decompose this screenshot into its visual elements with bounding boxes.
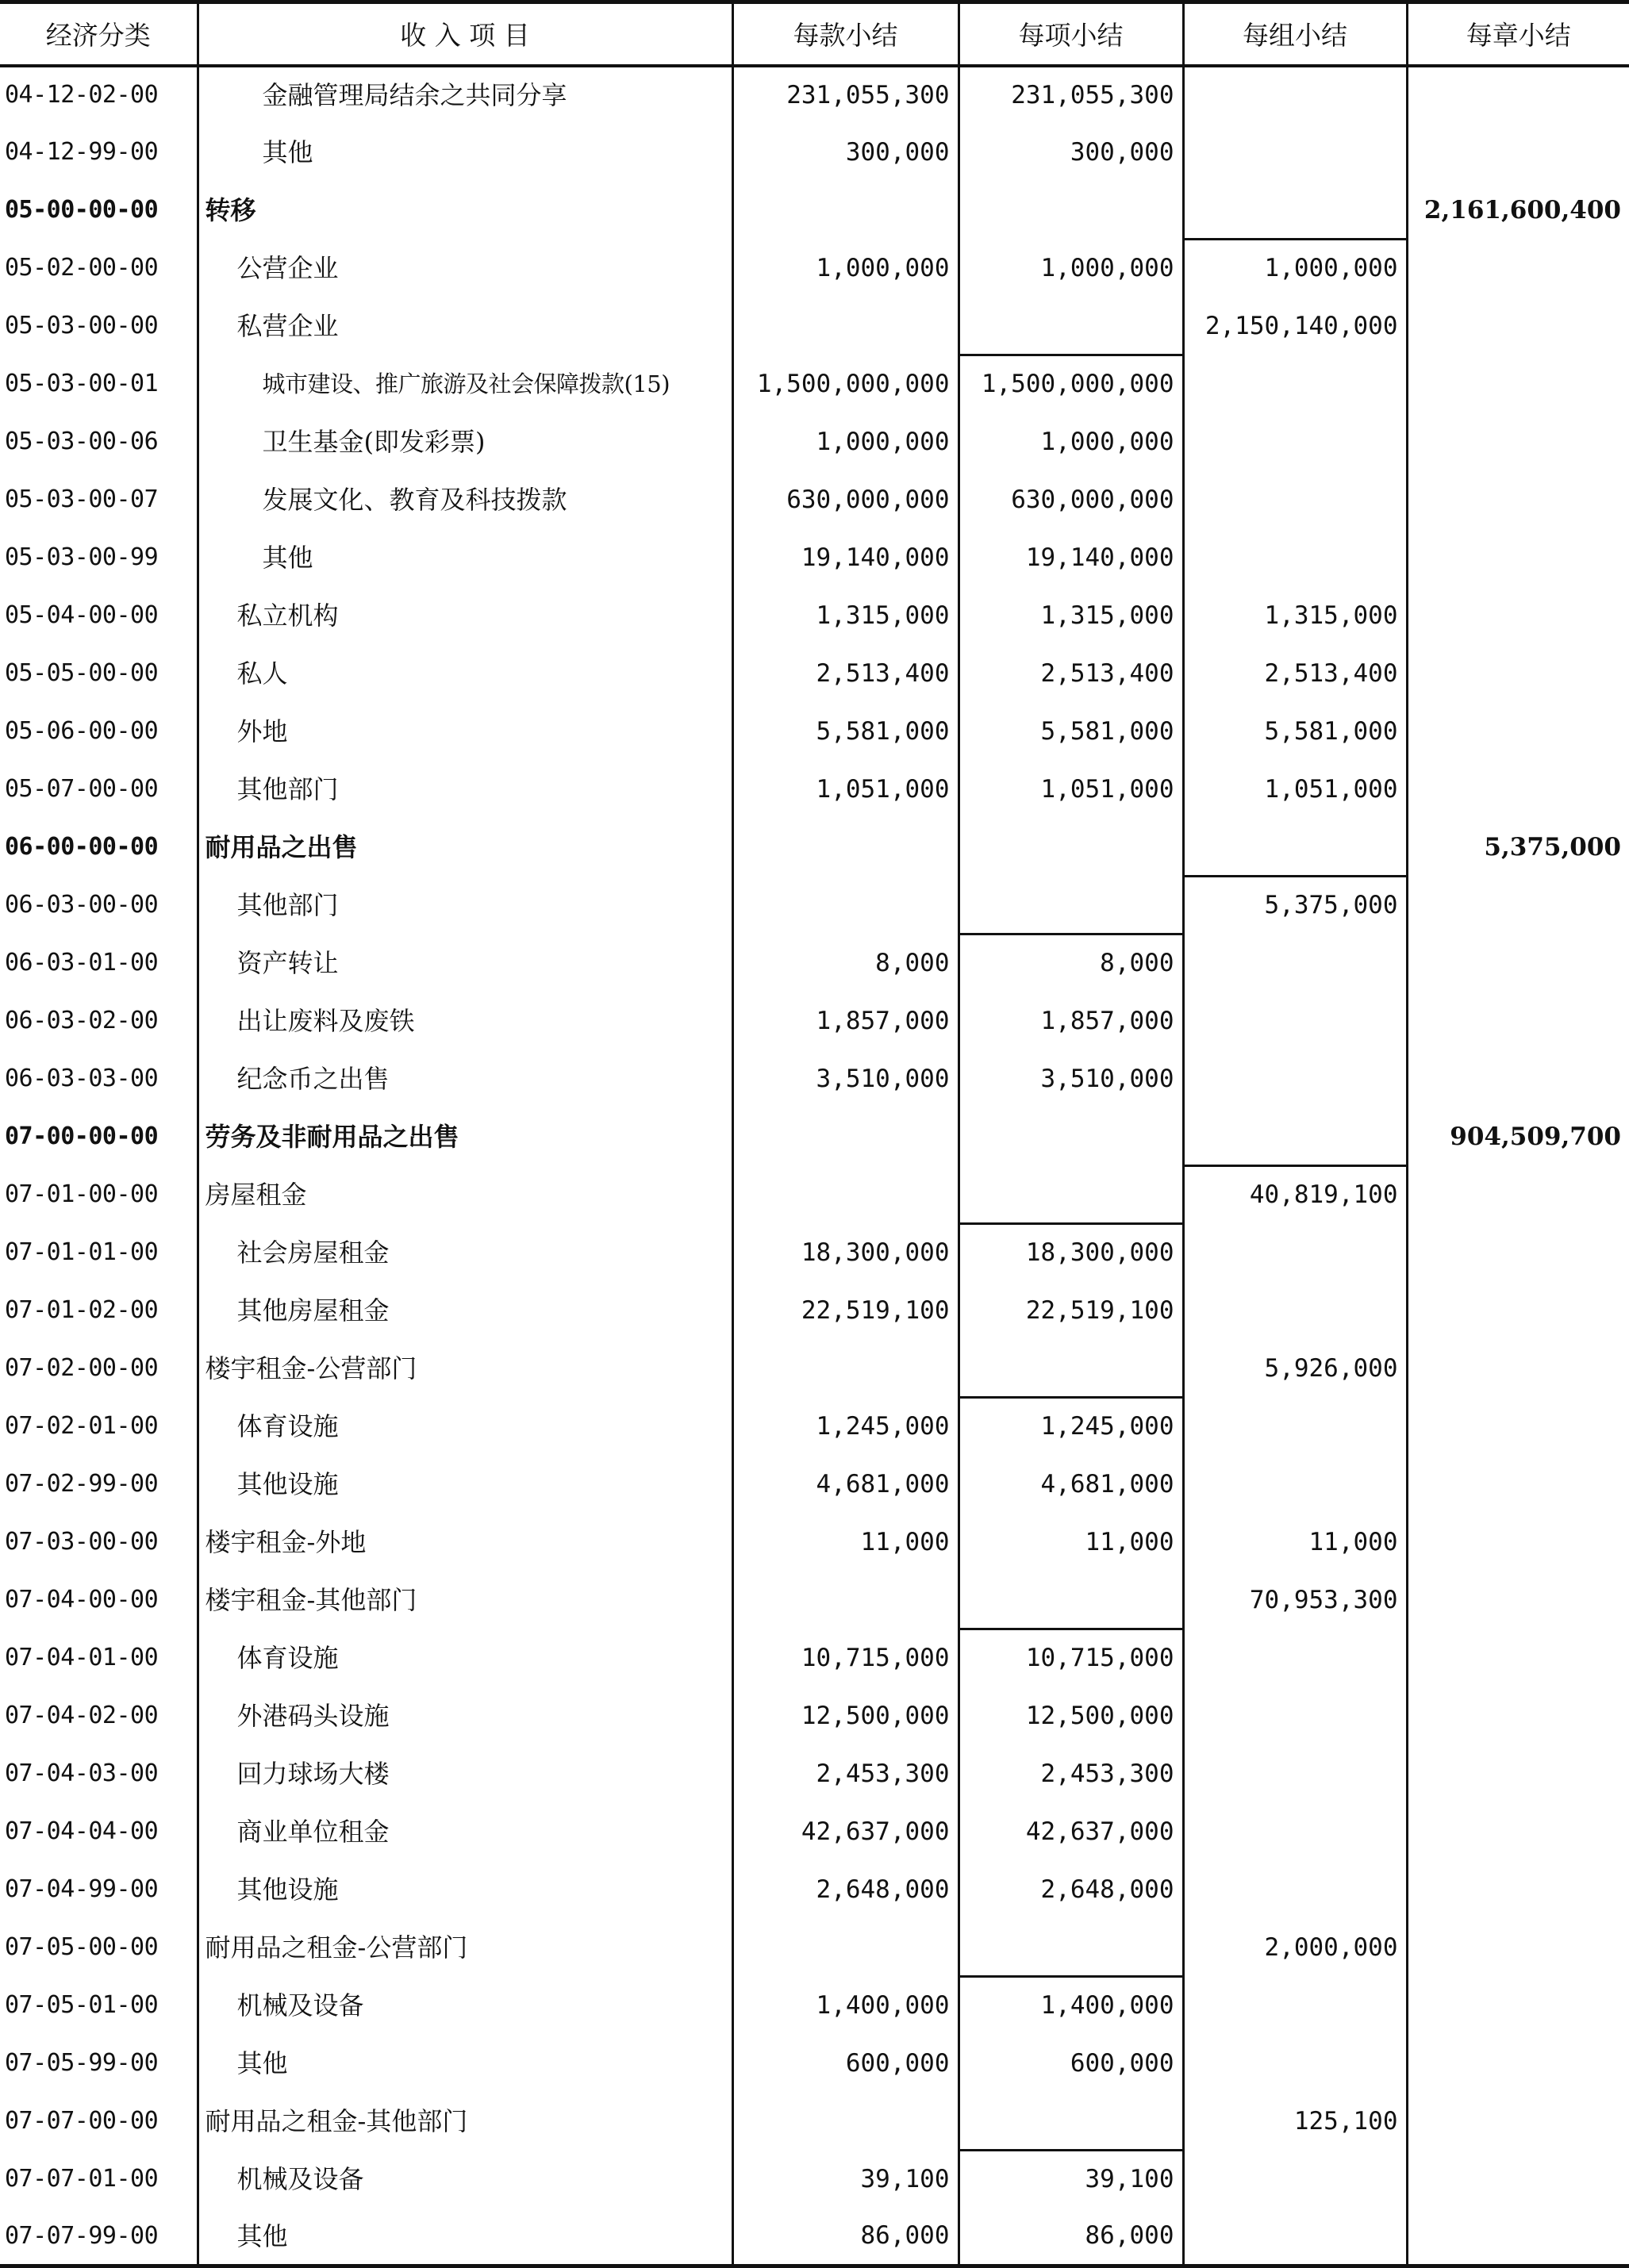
zu-subtotal bbox=[1183, 471, 1407, 529]
kuan-subtotal bbox=[732, 1108, 959, 1166]
table-row bbox=[0, 1861, 1629, 1919]
table-row bbox=[0, 66, 1629, 124]
header-economic-class: 经济分类 bbox=[0, 2, 198, 66]
kuan-subtotal: 300,000 bbox=[732, 124, 959, 182]
economic-class-code: 06-03-00-00 bbox=[0, 877, 198, 934]
xiang-subtotal: 1,000,000 bbox=[959, 413, 1183, 471]
revenue-item-name: 卫生基金(即发彩票) bbox=[198, 413, 732, 471]
revenue-item-name: 耐用品之租金-其他部门 bbox=[198, 2093, 732, 2151]
economic-class-code: 06-03-01-00 bbox=[0, 934, 198, 992]
revenue-item-name: 私营企业 bbox=[198, 297, 732, 355]
zhang-subtotal bbox=[1407, 1166, 1629, 1224]
xiang-subtotal bbox=[959, 1108, 1183, 1166]
revenue-item-name: 其他部门 bbox=[198, 877, 732, 934]
kuan-subtotal: 22,519,100 bbox=[732, 1282, 959, 1340]
revenue-item-name: 回力球场大楼 bbox=[198, 1745, 732, 1803]
economic-class-code: 07-07-01-00 bbox=[0, 2151, 198, 2209]
revenue-item-name: 商业单位租金 bbox=[198, 1803, 732, 1861]
xiang-subtotal: 630,000,000 bbox=[959, 471, 1183, 529]
zhang-subtotal bbox=[1407, 240, 1629, 297]
table-row bbox=[0, 1803, 1629, 1861]
economic-class-code: 07-04-03-00 bbox=[0, 1745, 198, 1803]
economic-class-code: 06-00-00-00 bbox=[0, 819, 198, 877]
table-row bbox=[0, 1977, 1629, 2035]
zu-subtotal: 1,315,000 bbox=[1183, 587, 1407, 645]
table-row bbox=[0, 413, 1629, 471]
revenue-item-name: 楼宇租金-外地 bbox=[198, 1514, 732, 1571]
zhang-subtotal bbox=[1407, 1803, 1629, 1861]
revenue-item-name: 外港码头设施 bbox=[198, 1687, 732, 1745]
zu-subtotal bbox=[1183, 1745, 1407, 1803]
kuan-subtotal bbox=[732, 1166, 959, 1224]
revenue-item-name: 房屋租金 bbox=[198, 1166, 732, 1224]
header-revenue-item: 收 入 项 目 bbox=[198, 2, 732, 66]
zu-subtotal bbox=[1183, 1861, 1407, 1919]
kuan-subtotal: 4,681,000 bbox=[732, 1456, 959, 1514]
xiang-subtotal: 4,681,000 bbox=[959, 1456, 1183, 1514]
economic-class-code: 05-04-00-00 bbox=[0, 587, 198, 645]
kuan-subtotal: 1,315,000 bbox=[732, 587, 959, 645]
zu-subtotal bbox=[1183, 1456, 1407, 1514]
kuan-subtotal: 1,400,000 bbox=[732, 1977, 959, 2035]
kuan-subtotal: 8,000 bbox=[732, 934, 959, 992]
kuan-subtotal: 19,140,000 bbox=[732, 529, 959, 587]
zhang-subtotal bbox=[1407, 761, 1629, 819]
table-row bbox=[0, 1398, 1629, 1456]
xiang-subtotal: 19,140,000 bbox=[959, 529, 1183, 587]
kuan-subtotal: 1,857,000 bbox=[732, 992, 959, 1050]
xiang-subtotal: 231,055,300 bbox=[959, 66, 1183, 124]
kuan-subtotal bbox=[732, 182, 959, 240]
table-row bbox=[0, 2093, 1629, 2151]
zu-subtotal: 11,000 bbox=[1183, 1514, 1407, 1571]
xiang-subtotal: 2,513,400 bbox=[959, 645, 1183, 703]
table-row bbox=[0, 1456, 1629, 1514]
kuan-subtotal bbox=[732, 1919, 959, 1977]
xiang-subtotal: 10,715,000 bbox=[959, 1629, 1183, 1687]
xiang-subtotal bbox=[959, 1166, 1183, 1224]
economic-class-code: 07-04-04-00 bbox=[0, 1803, 198, 1861]
kuan-subtotal bbox=[732, 877, 959, 934]
kuan-subtotal: 2,513,400 bbox=[732, 645, 959, 703]
xiang-subtotal bbox=[959, 877, 1183, 934]
xiang-subtotal bbox=[959, 2093, 1183, 2151]
revenue-item-name: 楼宇租金-其他部门 bbox=[198, 1571, 732, 1629]
zhang-subtotal bbox=[1407, 1398, 1629, 1456]
zu-subtotal bbox=[1183, 819, 1407, 877]
revenue-item-name: 体育设施 bbox=[198, 1398, 732, 1456]
header-zu-subtotal: 每组小结 bbox=[1183, 2, 1407, 66]
zhang-subtotal bbox=[1407, 1861, 1629, 1919]
zu-subtotal: 2,000,000 bbox=[1183, 1919, 1407, 1977]
economic-class-code: 07-02-01-00 bbox=[0, 1398, 198, 1456]
revenue-item-name: 楼宇租金-公营部门 bbox=[198, 1340, 732, 1398]
xiang-subtotal: 1,245,000 bbox=[959, 1398, 1183, 1456]
xiang-subtotal: 3,510,000 bbox=[959, 1050, 1183, 1108]
zhang-subtotal bbox=[1407, 471, 1629, 529]
kuan-subtotal: 1,245,000 bbox=[732, 1398, 959, 1456]
zu-subtotal: 5,581,000 bbox=[1183, 703, 1407, 761]
zu-subtotal: 5,926,000 bbox=[1183, 1340, 1407, 1398]
economic-class-code: 07-04-01-00 bbox=[0, 1629, 198, 1687]
xiang-subtotal: 1,500,000,000 bbox=[959, 355, 1183, 413]
zu-subtotal bbox=[1183, 1224, 1407, 1282]
zhang-subtotal bbox=[1407, 66, 1629, 124]
xiang-subtotal: 2,648,000 bbox=[959, 1861, 1183, 1919]
economic-class-code: 05-02-00-00 bbox=[0, 240, 198, 297]
zu-subtotal bbox=[1183, 1108, 1407, 1166]
kuan-subtotal: 42,637,000 bbox=[732, 1803, 959, 1861]
table-row bbox=[0, 1687, 1629, 1745]
header-xiang-subtotal: 每项小结 bbox=[959, 2, 1183, 66]
table-header-row bbox=[0, 2, 1629, 66]
xiang-subtotal: 1,000,000 bbox=[959, 240, 1183, 297]
xiang-subtotal: 300,000 bbox=[959, 124, 1183, 182]
kuan-subtotal bbox=[732, 1571, 959, 1629]
table-row bbox=[0, 2151, 1629, 2209]
revenue-item-name: 其他设施 bbox=[198, 1456, 732, 1514]
revenue-item-name: 私立机构 bbox=[198, 587, 732, 645]
zhang-subtotal bbox=[1407, 529, 1629, 587]
table-row bbox=[0, 1050, 1629, 1108]
economic-class-code: 07-07-99-00 bbox=[0, 2209, 198, 2266]
economic-class-code: 07-02-99-00 bbox=[0, 1456, 198, 1514]
xiang-subtotal: 18,300,000 bbox=[959, 1224, 1183, 1282]
xiang-subtotal: 1,051,000 bbox=[959, 761, 1183, 819]
kuan-subtotal: 1,000,000 bbox=[732, 240, 959, 297]
zhang-subtotal bbox=[1407, 703, 1629, 761]
kuan-subtotal: 10,715,000 bbox=[732, 1629, 959, 1687]
economic-class-code: 07-07-00-00 bbox=[0, 2093, 198, 2151]
table-row bbox=[0, 1166, 1629, 1224]
table-row bbox=[0, 1571, 1629, 1629]
zu-subtotal bbox=[1183, 413, 1407, 471]
zu-subtotal bbox=[1183, 1687, 1407, 1745]
zhang-subtotal bbox=[1407, 124, 1629, 182]
zu-subtotal: 40,819,100 bbox=[1183, 1166, 1407, 1224]
table-row bbox=[0, 240, 1629, 297]
economic-class-code: 05-07-00-00 bbox=[0, 761, 198, 819]
economic-class-code: 07-04-02-00 bbox=[0, 1687, 198, 1745]
zu-subtotal bbox=[1183, 1050, 1407, 1108]
kuan-subtotal: 1,500,000,000 bbox=[732, 355, 959, 413]
revenue-item-name: 公营企业 bbox=[198, 240, 732, 297]
economic-class-code: 07-05-00-00 bbox=[0, 1919, 198, 1977]
zu-subtotal bbox=[1183, 1282, 1407, 1340]
xiang-subtotal: 5,581,000 bbox=[959, 703, 1183, 761]
zhang-subtotal bbox=[1407, 1571, 1629, 1629]
revenue-item-name: 体育设施 bbox=[198, 1629, 732, 1687]
economic-class-code: 04-12-02-00 bbox=[0, 66, 198, 124]
economic-class-code: 05-03-00-99 bbox=[0, 529, 198, 587]
kuan-subtotal bbox=[732, 2093, 959, 2151]
xiang-subtotal bbox=[959, 297, 1183, 355]
revenue-item-name: 机械及设备 bbox=[198, 2151, 732, 2209]
revenue-item-name: 资产转让 bbox=[198, 934, 732, 992]
xiang-subtotal bbox=[959, 1340, 1183, 1398]
zu-subtotal: 1,000,000 bbox=[1183, 240, 1407, 297]
xiang-subtotal: 1,400,000 bbox=[959, 1977, 1183, 2035]
zhang-subtotal bbox=[1407, 1977, 1629, 2035]
economic-class-code: 05-03-00-06 bbox=[0, 413, 198, 471]
revenue-item-name: 其他设施 bbox=[198, 1861, 732, 1919]
zhang-subtotal bbox=[1407, 1687, 1629, 1745]
kuan-subtotal: 18,300,000 bbox=[732, 1224, 959, 1282]
kuan-subtotal: 231,055,300 bbox=[732, 66, 959, 124]
kuan-subtotal: 2,453,300 bbox=[732, 1745, 959, 1803]
table-row bbox=[0, 819, 1629, 877]
kuan-subtotal: 5,581,000 bbox=[732, 703, 959, 761]
kuan-subtotal bbox=[732, 1340, 959, 1398]
economic-class-code: 05-03-00-07 bbox=[0, 471, 198, 529]
zhang-subtotal bbox=[1407, 1456, 1629, 1514]
zu-subtotal bbox=[1183, 2035, 1407, 2093]
economic-class-code: 07-00-00-00 bbox=[0, 1108, 198, 1166]
table-row bbox=[0, 182, 1629, 240]
kuan-subtotal: 86,000 bbox=[732, 2209, 959, 2266]
revenue-item-name: 私人 bbox=[198, 645, 732, 703]
revenue-item-name: 纪念币之出售 bbox=[198, 1050, 732, 1108]
xiang-subtotal: 12,500,000 bbox=[959, 1687, 1183, 1745]
table-row bbox=[0, 703, 1629, 761]
table-row bbox=[0, 645, 1629, 703]
xiang-subtotal: 86,000 bbox=[959, 2209, 1183, 2266]
revenue-item-name: 社会房屋租金 bbox=[198, 1224, 732, 1282]
xiang-subtotal: 8,000 bbox=[959, 934, 1183, 992]
revenue-item-name: 其他 bbox=[198, 124, 732, 182]
table-row bbox=[0, 992, 1629, 1050]
table-row bbox=[0, 124, 1629, 182]
zhang-subtotal bbox=[1407, 1919, 1629, 1977]
economic-class-code: 05-05-00-00 bbox=[0, 645, 198, 703]
revenue-item-name: 其他部门 bbox=[198, 761, 732, 819]
table-row bbox=[0, 1108, 1629, 1166]
zu-subtotal: 70,953,300 bbox=[1183, 1571, 1407, 1629]
zhang-subtotal bbox=[1407, 355, 1629, 413]
zhang-subtotal bbox=[1407, 992, 1629, 1050]
economic-class-code: 04-12-99-00 bbox=[0, 124, 198, 182]
kuan-subtotal: 12,500,000 bbox=[732, 1687, 959, 1745]
economic-class-code: 07-01-01-00 bbox=[0, 1224, 198, 1282]
zhang-subtotal: 2,161,600,400 bbox=[1407, 182, 1629, 240]
zu-subtotal bbox=[1183, 1398, 1407, 1456]
table-row bbox=[0, 2035, 1629, 2093]
zu-subtotal: 2,513,400 bbox=[1183, 645, 1407, 703]
kuan-subtotal bbox=[732, 819, 959, 877]
zhang-subtotal bbox=[1407, 1629, 1629, 1687]
table-row bbox=[0, 1224, 1629, 1282]
table-row bbox=[0, 1514, 1629, 1571]
zu-subtotal bbox=[1183, 124, 1407, 182]
economic-class-code: 06-03-02-00 bbox=[0, 992, 198, 1050]
revenue-item-name: 耐用品之租金-公营部门 bbox=[198, 1919, 732, 1977]
xiang-subtotal bbox=[959, 182, 1183, 240]
zu-subtotal bbox=[1183, 1629, 1407, 1687]
economic-class-code: 05-00-00-00 bbox=[0, 182, 198, 240]
table-row bbox=[0, 1340, 1629, 1398]
header-zhang-subtotal: 每章小结 bbox=[1407, 2, 1629, 66]
economic-class-code: 05-03-00-00 bbox=[0, 297, 198, 355]
zhang-subtotal bbox=[1407, 1282, 1629, 1340]
zhang-subtotal bbox=[1407, 645, 1629, 703]
zu-subtotal bbox=[1183, 1977, 1407, 2035]
xiang-subtotal bbox=[959, 1571, 1183, 1629]
zhang-subtotal bbox=[1407, 877, 1629, 934]
kuan-subtotal: 600,000 bbox=[732, 2035, 959, 2093]
table-row bbox=[0, 587, 1629, 645]
xiang-subtotal: 2,453,300 bbox=[959, 1745, 1183, 1803]
revenue-item-name: 转移 bbox=[198, 182, 732, 240]
xiang-subtotal: 11,000 bbox=[959, 1514, 1183, 1571]
zhang-subtotal bbox=[1407, 297, 1629, 355]
economic-class-code: 06-03-03-00 bbox=[0, 1050, 198, 1108]
revenue-item-name: 劳务及非耐用品之出售 bbox=[198, 1108, 732, 1166]
zhang-subtotal bbox=[1407, 1224, 1629, 1282]
xiang-subtotal: 22,519,100 bbox=[959, 1282, 1183, 1340]
zu-subtotal bbox=[1183, 182, 1407, 240]
zu-subtotal: 2,150,140,000 bbox=[1183, 297, 1407, 355]
zhang-subtotal bbox=[1407, 1514, 1629, 1571]
economic-class-code: 07-04-00-00 bbox=[0, 1571, 198, 1629]
kuan-subtotal: 1,000,000 bbox=[732, 413, 959, 471]
zu-subtotal: 1,051,000 bbox=[1183, 761, 1407, 819]
economic-class-code: 07-01-00-00 bbox=[0, 1166, 198, 1224]
zu-subtotal bbox=[1183, 992, 1407, 1050]
zhang-subtotal bbox=[1407, 2093, 1629, 2151]
zhang-subtotal bbox=[1407, 2151, 1629, 2209]
economic-class-code: 07-02-00-00 bbox=[0, 1340, 198, 1398]
revenue-item-name: 出让废料及废铁 bbox=[198, 992, 732, 1050]
zu-subtotal bbox=[1183, 2151, 1407, 2209]
table-row bbox=[0, 297, 1629, 355]
economic-class-code: 07-04-99-00 bbox=[0, 1861, 198, 1919]
table-row bbox=[0, 355, 1629, 413]
zu-subtotal bbox=[1183, 355, 1407, 413]
economic-class-code: 07-05-99-00 bbox=[0, 2035, 198, 2093]
table-row bbox=[0, 1282, 1629, 1340]
xiang-subtotal: 39,100 bbox=[959, 2151, 1183, 2209]
revenue-item-name: 其他 bbox=[198, 2209, 732, 2266]
kuan-subtotal: 2,648,000 bbox=[732, 1861, 959, 1919]
zhang-subtotal bbox=[1407, 1745, 1629, 1803]
kuan-subtotal: 3,510,000 bbox=[732, 1050, 959, 1108]
kuan-subtotal: 11,000 bbox=[732, 1514, 959, 1571]
table-row bbox=[0, 471, 1629, 529]
economic-class-code: 07-05-01-00 bbox=[0, 1977, 198, 2035]
zhang-subtotal bbox=[1407, 2035, 1629, 2093]
table-row bbox=[0, 1629, 1629, 1687]
revenue-item-name: 其他 bbox=[198, 2035, 732, 2093]
revenue-item-name: 发展文化、教育及科技拨款 bbox=[198, 471, 732, 529]
zu-subtotal bbox=[1183, 529, 1407, 587]
revenue-item-name: 其他 bbox=[198, 529, 732, 587]
header-kuan-subtotal: 每款小结 bbox=[732, 2, 959, 66]
xiang-subtotal: 1,315,000 bbox=[959, 587, 1183, 645]
revenue-item-name: 其他房屋租金 bbox=[198, 1282, 732, 1340]
zu-subtotal bbox=[1183, 66, 1407, 124]
revenue-item-name: 机械及设备 bbox=[198, 1977, 732, 2035]
zhang-subtotal bbox=[1407, 1340, 1629, 1398]
zu-subtotal bbox=[1183, 934, 1407, 992]
revenue-item-name: 耐用品之出售 bbox=[198, 819, 732, 877]
table-row bbox=[0, 934, 1629, 992]
economic-class-code: 07-01-02-00 bbox=[0, 1282, 198, 1340]
economic-class-code: 05-03-00-01 bbox=[0, 355, 198, 413]
xiang-subtotal: 1,857,000 bbox=[959, 992, 1183, 1050]
zhang-subtotal bbox=[1407, 934, 1629, 992]
revenue-item-name: 城市建设、推广旅游及社会保障拨款(15) bbox=[198, 355, 732, 413]
table-row bbox=[0, 761, 1629, 819]
zhang-subtotal: 5,375,000 bbox=[1407, 819, 1629, 877]
table-row bbox=[0, 1745, 1629, 1803]
kuan-subtotal bbox=[732, 297, 959, 355]
xiang-subtotal: 42,637,000 bbox=[959, 1803, 1183, 1861]
zhang-subtotal bbox=[1407, 1050, 1629, 1108]
revenue-item-name: 金融管理局结余之共同分享 bbox=[198, 66, 732, 124]
economic-class-code: 07-03-00-00 bbox=[0, 1514, 198, 1571]
revenue-item-name: 外地 bbox=[198, 703, 732, 761]
zu-subtotal: 5,375,000 bbox=[1183, 877, 1407, 934]
xiang-subtotal: 600,000 bbox=[959, 2035, 1183, 2093]
kuan-subtotal: 1,051,000 bbox=[732, 761, 959, 819]
zu-subtotal: 125,100 bbox=[1183, 2093, 1407, 2151]
table-row bbox=[0, 877, 1629, 934]
table-row bbox=[0, 1919, 1629, 1977]
zu-subtotal bbox=[1183, 1803, 1407, 1861]
xiang-subtotal bbox=[959, 1919, 1183, 1977]
kuan-subtotal: 39,100 bbox=[732, 2151, 959, 2209]
zhang-subtotal bbox=[1407, 413, 1629, 471]
xiang-subtotal bbox=[959, 819, 1183, 877]
zhang-subtotal: 904,509,700 bbox=[1407, 1108, 1629, 1166]
table-row bbox=[0, 529, 1629, 587]
economic-class-code: 05-06-00-00 bbox=[0, 703, 198, 761]
zhang-subtotal bbox=[1407, 587, 1629, 645]
kuan-subtotal: 630,000,000 bbox=[732, 471, 959, 529]
